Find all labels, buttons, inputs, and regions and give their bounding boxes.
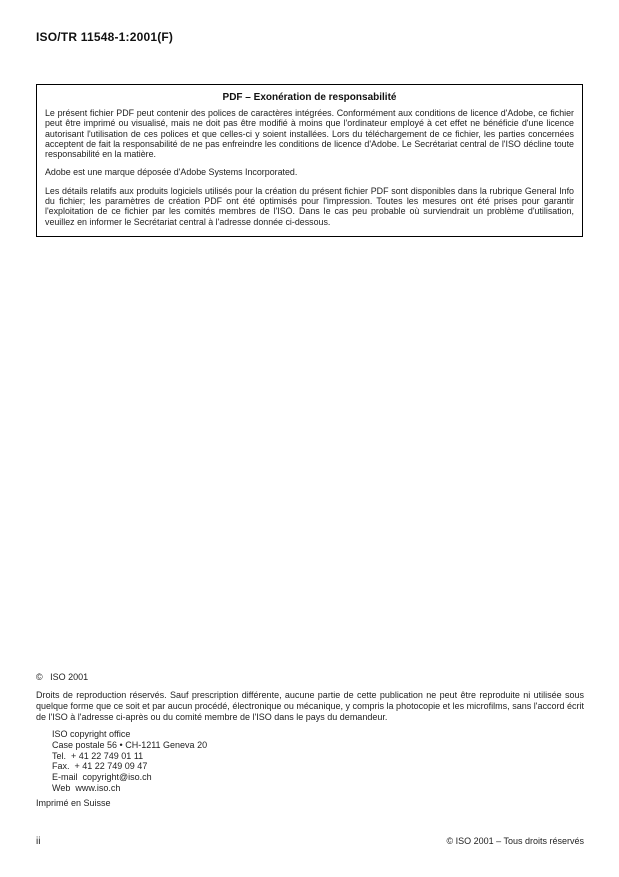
copyright-section (36, 672, 584, 808)
footer-page-number: ii (36, 836, 41, 847)
page-footer (36, 836, 584, 847)
address-line: ISO copyright office (52, 729, 131, 739)
iso-address-block (52, 729, 584, 794)
address-line: Tel. + 41 22 749 01 11 (52, 750, 144, 761)
footer-copyright: © ISO 2001 – Tous droits réservés (446, 836, 584, 846)
copyright-notice: © ISO 2001 (36, 672, 89, 682)
document-reference-header: ISO/TR 11548-1:2001(F) (36, 30, 174, 44)
address-line-email: E-mail copyright@iso.ch (52, 772, 152, 783)
disclaimer-paragraph: Le présent fichier PDF peut contenir des polices de caractères intégrées. Conformément aux conditions de licence d'Adobe, ce fichier peut être imprimé ou visualisé, mais ne doit pas être modifié à moins que l'ordinateur employé à cet effet ne bénéficie d'une licence autorisant l'utilisation de ces polices et que celles-ci y soient installées. Lors du téléchargement de ce fichier, les parties concernées acceptent de fait la responsabilité de ne pas enfreindre les conditions de licence d'Adobe. Le Secrétariat central de l'ISO décline toute responsabilité en la matière. (45, 108, 574, 160)
address-line-web: Web www.iso.ch (52, 782, 121, 793)
disclaimer-paragraph: Les détails relatifs aux produits logiciels utilisés pour la création du présent fichier PDF sont disponibles dans la rubrique General Info du fichier; les paramètres de création PDF ont été optimisés pour l'impression. Toutes les mesures ont été prises pour garantir l'exploitation de ce fichier par les comités membres de l'ISO. Dans le cas peu probable où surviendrait un problème d'utilisation, veuillez en informer le Secrétariat central à l'adresse donnée ci-dessous. (45, 185, 574, 227)
reproduction-rights-text: Droits de reproduction réservés. Sauf prescription différente, aucune partie de cette publication ne peut être reproduite ni utilisée sous quelque forme que ce soit et par aucun procédé, électronique ou mécanique, y compris la photocopie et les microfilms, sans l'accord écrit de l'ISO à l'adresse ci-après ou du comité membre de l'ISO dans le pays du demandeur. (36, 690, 584, 722)
printed-in-line: Imprimé en Suisse (36, 797, 111, 808)
address-line: Fax. + 41 22 749 09 47 (52, 761, 148, 772)
pdf-disclaimer-box (36, 84, 583, 237)
disclaimer-paragraph: Adobe est une marque déposée d'Adobe Systems Incorporated. (45, 167, 298, 178)
disclaimer-title: PDF – Exonération de responsabilité (222, 92, 397, 103)
address-line: Case postale 56 • CH-1211 Geneva 20 (52, 739, 208, 750)
